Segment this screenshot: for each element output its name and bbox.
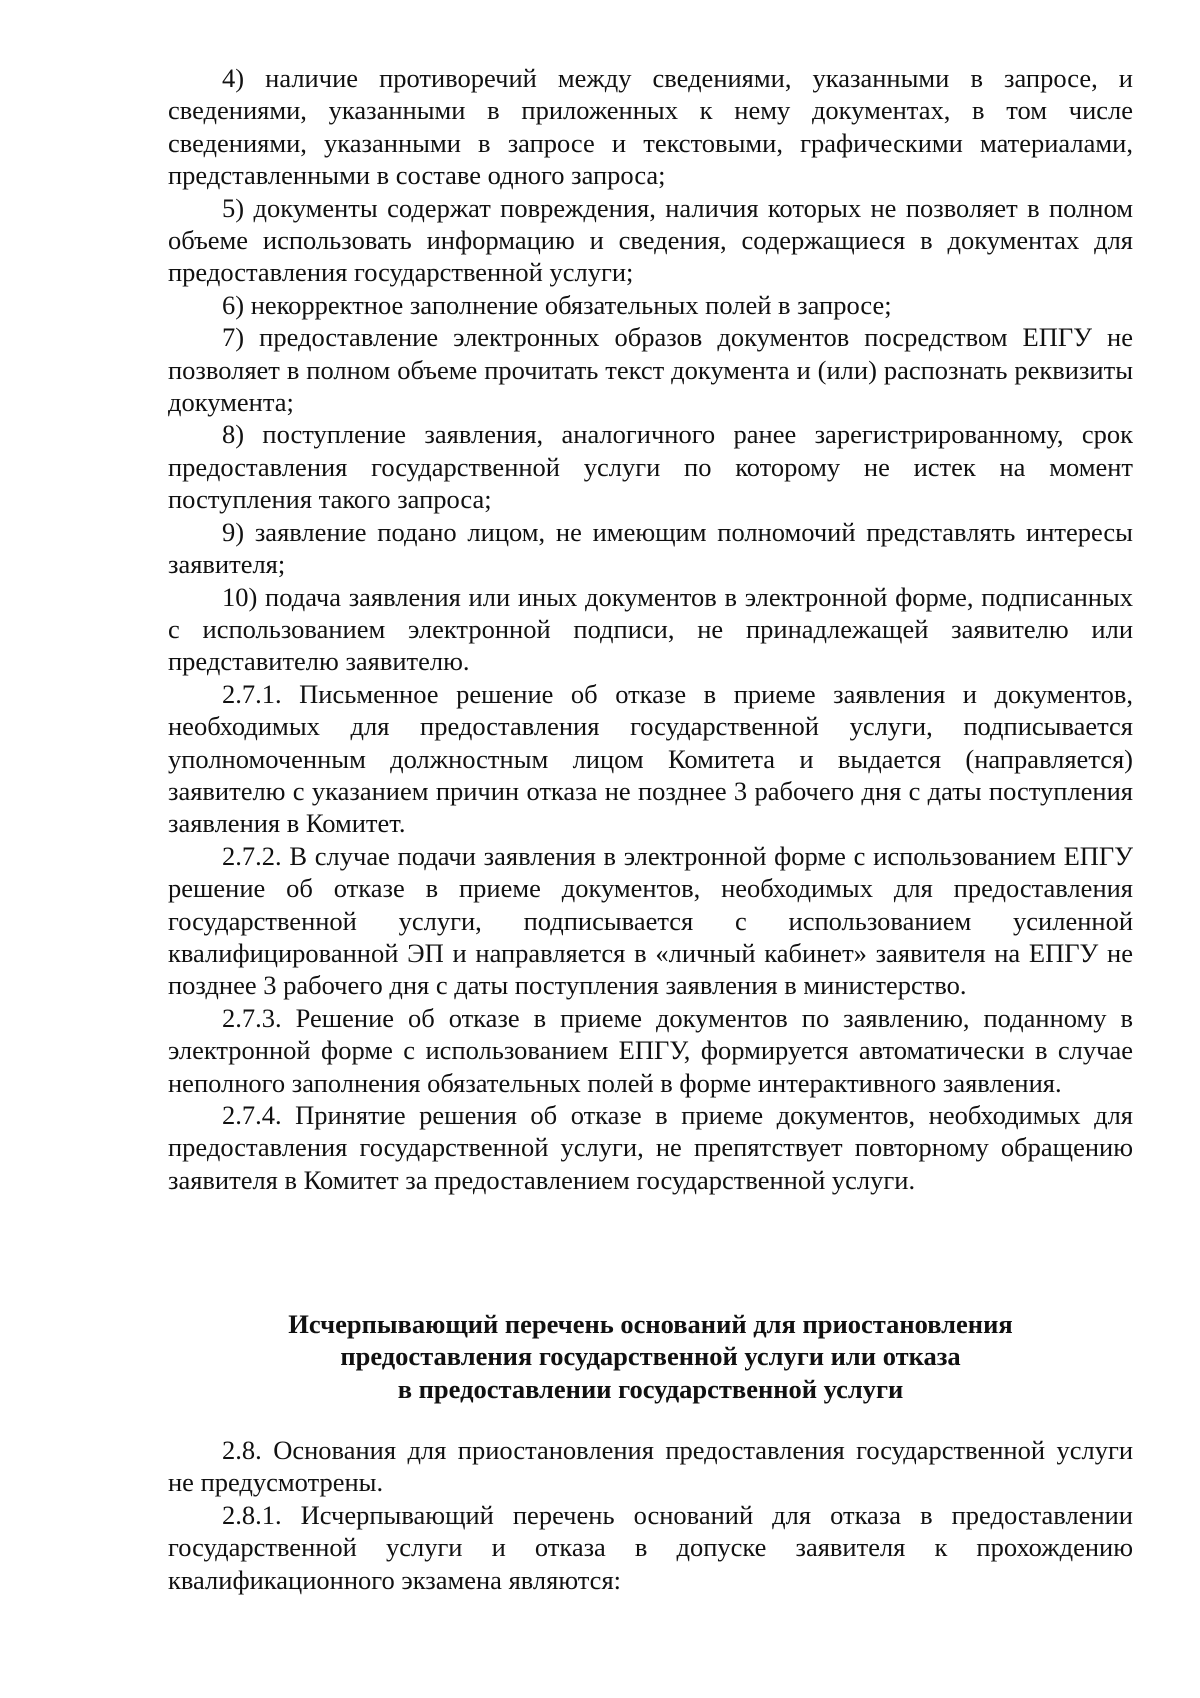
paragraph-2-7-2: 2.7.2. В случае подачи заявления в электронной форме с использованием ЕПГУ решение об отказе в приеме документов, необходимых для предоставления государственной услуги, подписывается с использованием усиленной квалифицированной ЭП и направляется в «личный кабинет» заявителя на ЕПГУ не позднее 3 рабочего дня с даты поступления заявления в министерство. [168,840,1133,1001]
section-heading-line-1: Исчерпывающий перечень оснований для приостановления [288,1309,1013,1339]
paragraph-item-6: 6) некорректное заполнение обязательных полей в запросе; [222,289,892,320]
paragraph-2-7-3: 2.7.3. Решение об отказе в приеме документов по заявлению, поданному в электронной форме с использованием ЕПГУ, формируется автоматически в случае неполного заполнения обязательных полей в форме интерактивного заявления. [168,1002,1133,1098]
section-heading [168,1308,1133,1405]
paragraph-item-7: 7) предоставление электронных образов документов посредством ЕПГУ не позволяет в полном объеме прочитать текст документа и (или) распознать реквизиты документа; [168,322,1133,418]
paragraph-item-8: 8) поступление заявления, аналогичного ранее зарегистрированному, срок предоставления государственной услуги по которому не истек на момент поступления такого запроса; [168,419,1133,515]
document-body-top [168,62,1133,1196]
paragraph-2-7-4: 2.7.4. Принятие решения об отказе в приеме документов, необходимых для предоставления государственной услуги, не препятствует повторному обращению заявителя в Комитет за предоставлением государственной услуги. [168,1100,1133,1195]
section-heading-line-3: в предоставлении государственной услуги [397,1373,904,1404]
paragraph-2-8-1: 2.8.1. Исчерпывающий перечень оснований для отказа в предоставлении государственной услуги и отказа в допуске заявителя к прохождению квалификационного экзамена являются: [168,1499,1133,1595]
paragraph-item-4: 4) наличие противоречий между сведениями, указанными в запросе, и сведениями, указанными в приложенных к нему документах, в том числе сведениями, указанными в запросе и текстовыми, графическими материалами, представленными в составе одного запроса; [168,63,1133,191]
paragraph-item-10: 10) подача заявления или иных документов в электронной форме, подписанных с использованием электронной подписи, не принадлежащей заявителю или представителю заявителю. [168,581,1133,677]
section-heading-line-2: предоставления государственной услуги или отказа [340,1341,961,1372]
paragraph-item-5: 5) документы содержат повреждения, наличия которых не позволяет в полном объеме использовать информацию и сведения, содержащиеся в документах для предоставления государственной услуги; [168,192,1133,288]
paragraph-2-8: 2.8. Основания для приостановления предоставления государственной услуги не предусмотрены. [168,1435,1133,1498]
document-body-bottom [168,1434,1133,1596]
paragraph-2-7-1: 2.7.1. Письменное решение об отказе в приеме заявления и документов, необходимых для предоставления государственной услуги, подписывается уполномоченным должностным лицом Комитета и выдается (направляется) заявителю с указанием причин отказа не позднее 3 рабочего дня с даты поступления заявления в Комитет. [168,678,1133,839]
paragraph-item-9: 9) заявление подано лицом, не имеющим полномочий представлять интересы заявителя; [168,516,1133,580]
